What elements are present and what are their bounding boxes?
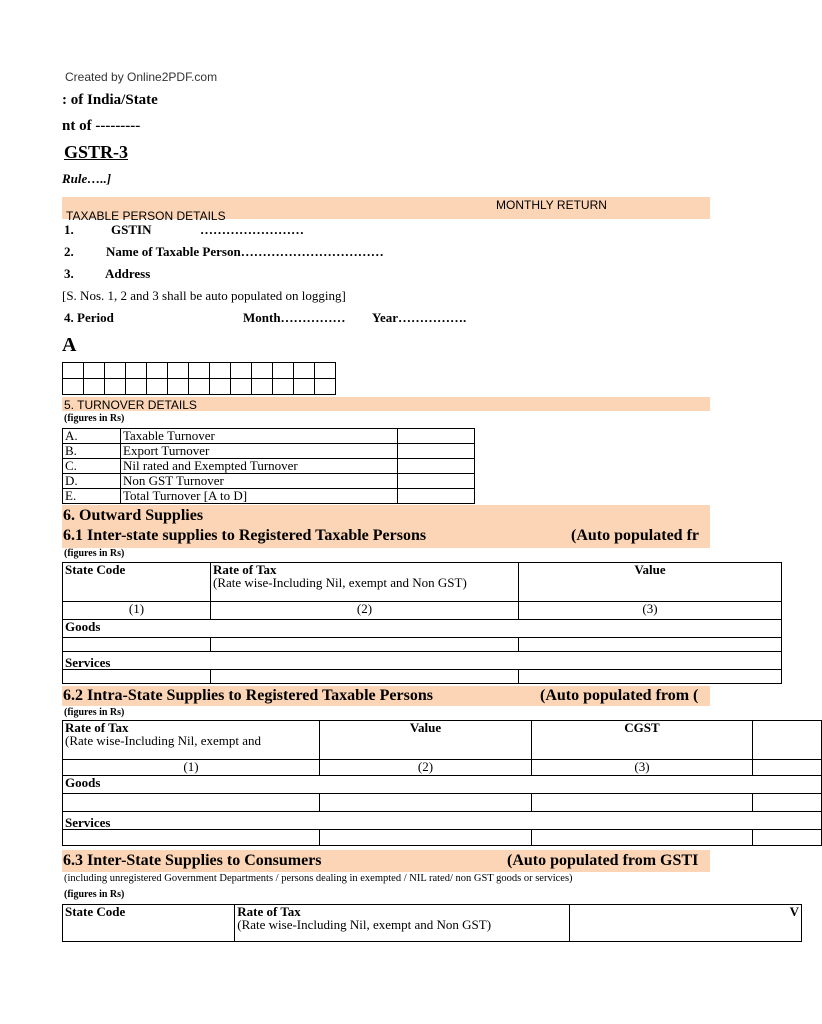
column-number: (2) — [211, 602, 519, 620]
input-cell[interactable] — [320, 794, 532, 812]
column-number: (2) — [320, 760, 532, 776]
input-cell[interactable] — [320, 830, 532, 846]
section-6-1-heading: 6.1 Inter-state supplies to Registered Taxable Persons — [63, 527, 427, 544]
turnover-figures-note: (figures in Rs) — [64, 413, 125, 424]
turnover-label: Taxable Turnover — [121, 429, 398, 444]
input-cell[interactable] — [532, 794, 753, 812]
section-6-2-table — [62, 720, 822, 846]
section-6-2-band — [62, 686, 710, 706]
rate-of-tax-subtitle: (Rate wise-Including Nil, exempt and Non GST) — [213, 575, 467, 590]
rate-of-tax-header — [235, 905, 569, 942]
section-6-3-figures-note: (figures in Rs) — [64, 889, 125, 900]
section-6-2-table-wrap — [62, 720, 702, 850]
column-number-blank — [753, 760, 822, 776]
column-number: (1) — [63, 602, 211, 620]
input-cell[interactable] — [519, 670, 782, 684]
taxable-person-heading: TAXABLE PERSON DETAILS — [66, 209, 226, 223]
auto-populate-note: [S. Nos. 1, 2 and 3 shall be auto populated on logging] — [62, 288, 346, 303]
detail-num-3: 3. — [64, 266, 74, 281]
turnover-letter: C. — [63, 459, 121, 474]
rate-of-tax-title: Rate of Tax — [237, 904, 301, 919]
value-header: Value — [320, 721, 532, 760]
turnover-row — [63, 444, 475, 459]
column-number: (3) — [519, 602, 782, 620]
input-cell[interactable] — [753, 830, 822, 846]
creator-label: Created by Online2PDF.com — [65, 70, 218, 84]
input-cell[interactable] — [63, 794, 320, 812]
detail-num-2: 2. — [64, 244, 74, 259]
turnover-value-cell[interactable] — [398, 489, 475, 504]
rule-reference: Rule…..] — [62, 171, 112, 186]
turnover-row — [63, 429, 475, 444]
turnover-value-cell[interactable] — [398, 474, 475, 489]
rate-of-tax-title: Rate of Tax — [65, 720, 129, 735]
input-cell[interactable] — [532, 830, 753, 846]
section-6-3-note: (including unregistered Government Departments / persons dealing in exempted / NIL rated/ non GST goods or services) — [64, 873, 573, 884]
form-title: GSTR-3 — [64, 142, 129, 162]
goods-label: Goods — [63, 620, 782, 638]
turnover-row — [63, 489, 475, 504]
section-6-3-auto-note: (Auto populated from GSTI — [507, 852, 699, 869]
turnover-label: Total Turnover [A to D] — [121, 489, 398, 504]
state-code-header: State Code — [63, 563, 211, 602]
input-cell[interactable] — [753, 794, 822, 812]
value-header: V — [569, 905, 801, 942]
period-month: Month…………… — [243, 310, 346, 325]
section-6-1-table-wrap — [62, 562, 702, 686]
header-line-1: : of India/State — [62, 92, 158, 108]
turnover-row — [63, 474, 475, 489]
gstin-value: …………………… — [200, 222, 304, 237]
services-label: Services — [63, 812, 822, 830]
turnover-table — [62, 428, 475, 504]
turnover-value-cell[interactable] — [398, 444, 475, 459]
section-6-2-figures-note: (figures in Rs) — [64, 707, 125, 718]
input-cell[interactable] — [63, 638, 211, 652]
rate-of-tax-subtitle: (Rate wise-Including Nil, exempt and — [65, 733, 262, 748]
section-6-1-figures-note: (figures in Rs) — [64, 548, 125, 559]
column-number: (1) — [63, 760, 320, 776]
rate-of-tax-header — [63, 721, 320, 760]
period-label: 4. Period — [64, 310, 114, 325]
blank-header — [753, 721, 822, 760]
value-header: Value — [519, 563, 782, 602]
detail-num-1: 1. — [64, 222, 74, 237]
section-6-3-heading: 6.3 Inter-State Supplies to Consumers — [63, 852, 322, 869]
turnover-heading: 5. TURNOVER DETAILS — [64, 398, 197, 412]
header-line-2: nt of --------- — [62, 118, 141, 134]
outward-supplies-heading: 6. Outward Supplies — [63, 507, 204, 524]
outward-supplies-band — [62, 505, 710, 548]
turnover-label: Non GST Turnover — [121, 474, 398, 489]
section-6-3-table-wrap — [62, 904, 799, 944]
section-6-2-heading: 6.2 Intra-State Supplies to Registered Taxable Persons — [63, 687, 433, 704]
turnover-label: Export Turnover — [121, 444, 398, 459]
section-6-2-auto-note: (Auto populated from ( — [540, 687, 699, 704]
section-6-3-band — [62, 850, 710, 872]
column-number: (3) — [532, 760, 753, 776]
rate-of-tax-subtitle: (Rate wise-Including Nil, exempt and Non GST) — [237, 917, 492, 932]
goods-label: Goods — [63, 776, 822, 794]
rate-of-tax-header — [211, 563, 519, 602]
cgst-header: CGST — [532, 721, 753, 760]
turnover-letter: D. — [63, 474, 121, 489]
section-6-1-auto-note: (Auto populated fr — [571, 527, 700, 544]
gstin-entry-grid — [62, 362, 336, 395]
section-letter: A — [62, 334, 77, 356]
rate-of-tax-title: Rate of Tax — [213, 562, 277, 577]
input-cell[interactable] — [519, 638, 782, 652]
period-year: Year……………. — [372, 310, 467, 325]
taxable-person-band — [62, 197, 710, 223]
turnover-band — [62, 397, 710, 411]
turnover-row — [63, 459, 475, 474]
state-code-header: State Code — [63, 905, 235, 942]
gstin-label: GSTIN — [111, 222, 152, 237]
section-6-3-table — [62, 904, 802, 942]
turnover-letter: E. — [63, 489, 121, 504]
input-cell[interactable] — [211, 638, 519, 652]
input-cell[interactable] — [63, 670, 211, 684]
turnover-value-cell[interactable] — [398, 459, 475, 474]
address-label: Address — [105, 266, 151, 281]
turnover-letter: A. — [63, 429, 121, 444]
turnover-letter: B. — [63, 444, 121, 459]
input-cell[interactable] — [63, 830, 320, 846]
turnover-label: Nil rated and Exempted Turnover — [121, 459, 398, 474]
services-label: Services — [63, 652, 782, 670]
input-cell[interactable] — [211, 670, 519, 684]
taxable-person-name-label: Name of Taxable Person…………………………… — [106, 244, 384, 259]
section-6-1-table — [62, 562, 782, 684]
turnover-value-cell[interactable] — [398, 429, 475, 444]
monthly-return-heading: MONTHLY RETURN — [496, 198, 607, 212]
